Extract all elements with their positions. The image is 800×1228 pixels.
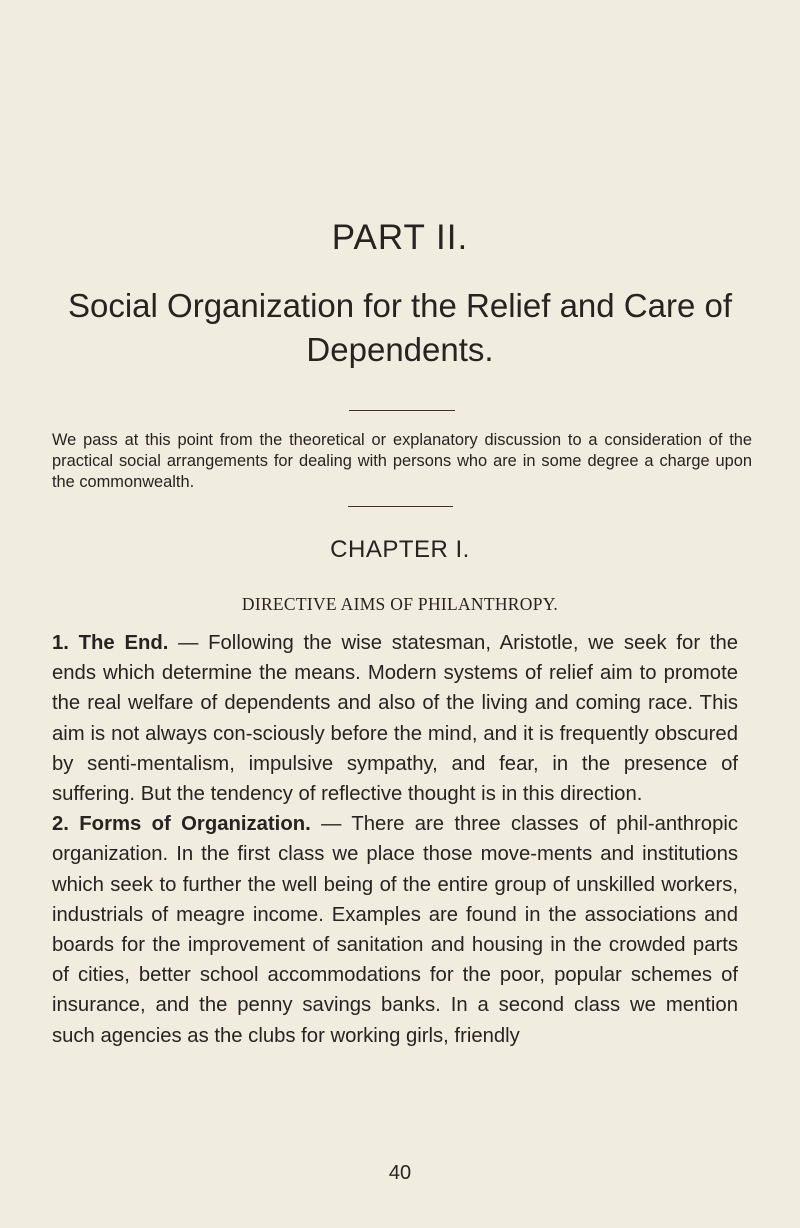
chapter-title: CHAPTER I.: [330, 536, 470, 563]
section-paragraph-2: [52, 809, 738, 1051]
part-subtitle: Social Organization for the Relief and Care of Dependents.: [67, 287, 733, 368]
divider-rule-bottom: [348, 506, 453, 507]
section-dash: —: [310, 813, 352, 836]
section-number: 2.: [52, 813, 69, 836]
section-text: Following the wise statesman, Aristotle, we seek for the ends which determine the means. Modern systems of relief aim to promote the real welfare of dependents and also of the living and coming race. This aim is not always con-sciously before the mind, and it is frequently obscured by senti-mentalism, impulsive sympathy, and fear, in the presence of suffering. But the tendency of reflective thought is in this direction.: [52, 632, 738, 806]
section-text: There are three classes of phil-anthropic organization. In the first class we place those move-ments and institutions which seek to further the well being of the entire group of unskilled workers, industrials of meagre income. Examples are found in the associations and boards for the improvement of sanitation and housing in the crowded parts of cities, better school accommodations for the poor, popular schemes of insurance, and the penny savings banks. In a second class we mention such agencies as the clubs for working girls, friendly: [52, 813, 739, 1047]
section-number: 1.: [52, 632, 69, 654]
section-dash: —: [168, 632, 209, 654]
divider-rule-top: [349, 410, 455, 411]
intro-paragraph: We pass at this point from the theoretical or explanatory discussion to a consideration of the practical social arrangements for dealing with persons who are in some degree a charge upon the commonwealth.: [52, 431, 752, 491]
section-heading: The End.: [78, 632, 169, 654]
chapter-subtitle: DIRECTIVE AIMS OF PHILANTHROPY.: [241, 594, 559, 614]
section-paragraph-1: [52, 628, 738, 809]
body-text: [52, 628, 738, 1051]
page-number: 40: [388, 1162, 412, 1184]
section-heading: Forms of Organization.: [79, 813, 311, 836]
part-title: PART II.: [331, 218, 469, 257]
